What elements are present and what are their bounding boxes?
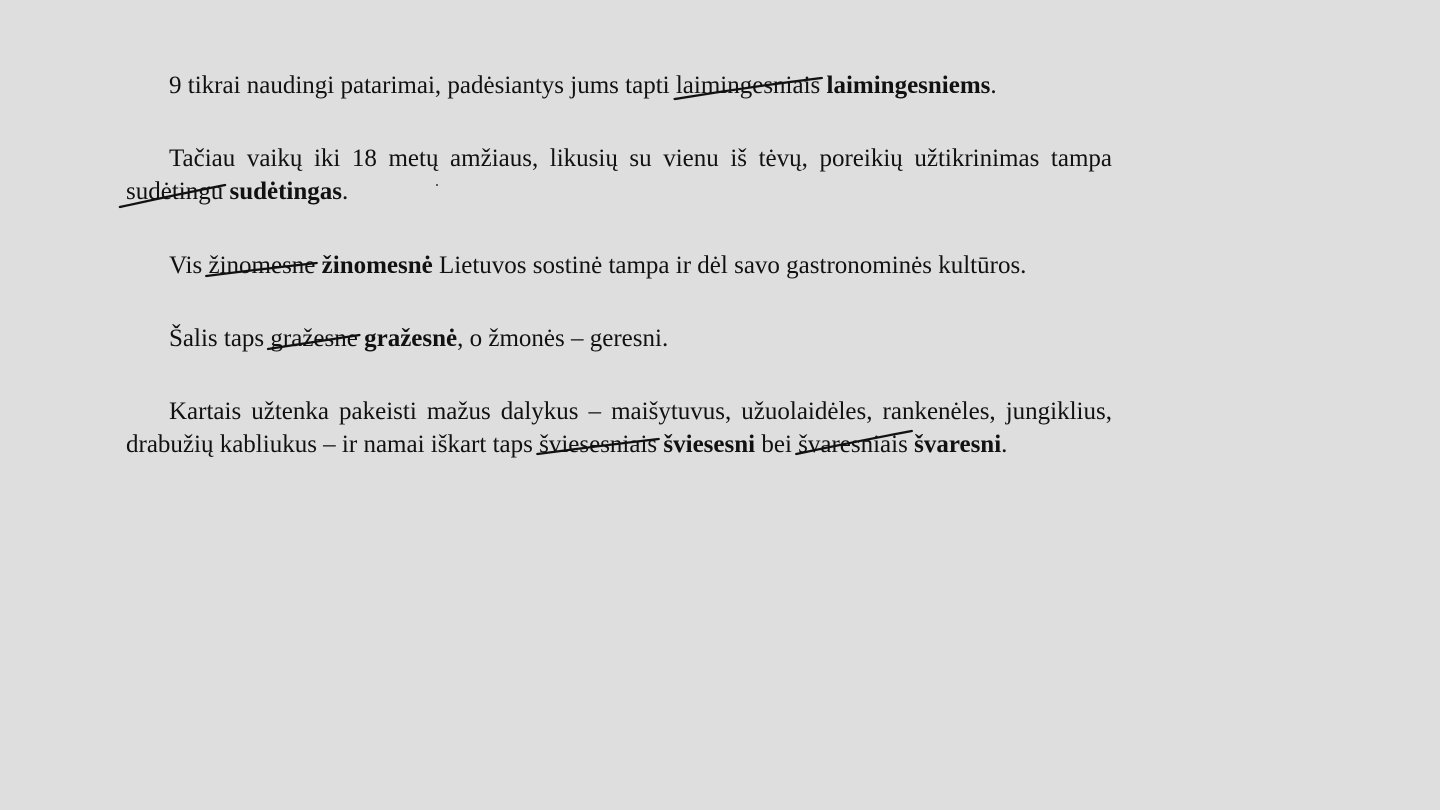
crossed-out-word xyxy=(539,428,657,461)
sentence-2-end: . xyxy=(342,178,349,205)
sentence-5-middle: bei xyxy=(755,431,799,458)
corrected-word: šviesesni xyxy=(663,431,756,458)
crossed-out-text: žinomesne xyxy=(208,252,316,279)
sentence-5-end: . xyxy=(1001,431,1008,458)
crossed-out-text: šviesesniais xyxy=(539,431,658,458)
sentence-1-start: 9 tikrai naudingi patarimai, padėsiantys jums tapti xyxy=(169,72,676,99)
ink-speck xyxy=(436,184,438,186)
sentence-1-end: . xyxy=(990,72,997,99)
crossed-out-text: sudėtingu xyxy=(126,178,224,205)
corrected-word: sudėtingas xyxy=(229,178,343,205)
sentence-1 xyxy=(126,69,1112,102)
crossed-out-word xyxy=(676,69,820,102)
sentence-2 xyxy=(126,142,1112,208)
corrected-word: gražesnė xyxy=(364,325,458,352)
sentence-2-start: Tačiau vaikų iki 18 metų amžiaus, likusių su vienu iš tėvų, poreikių užtikrinimas tampa xyxy=(169,145,1112,172)
sentence-3-start: Vis xyxy=(169,252,209,279)
sentence-5 xyxy=(126,395,1112,461)
sentence-4 xyxy=(126,322,1112,355)
corrected-word-2: švaresni xyxy=(914,431,1002,458)
crossed-out-word-2 xyxy=(798,428,908,461)
sentence-3-end: Lietuvos sostinė tampa ir dėl savo gastronominės kultūros. xyxy=(432,252,1027,279)
sentence-3 xyxy=(126,249,1112,282)
sentence-5-start: Kartais užtenka pakeisti mažus dalykus – maišytuvus, užuolaidėles, rankenėles, jungiklius, drabužių kabliukus – ir namai iškart taps xyxy=(126,398,1112,458)
crossed-out-text: švaresniais xyxy=(798,431,908,458)
sentence-4-start: Šalis taps xyxy=(169,325,271,352)
crossed-out-word xyxy=(208,249,315,282)
corrected-word: laimingesniems xyxy=(826,72,991,99)
crossed-out-word xyxy=(126,175,223,208)
crossed-out-word xyxy=(270,322,357,355)
corrected-word: žinomesnė xyxy=(321,252,433,279)
crossed-out-text: laimingesniais xyxy=(675,72,821,99)
crossed-out-text: gražesne xyxy=(270,325,358,352)
sentence-4-end: , o žmonės – geresni. xyxy=(457,325,669,352)
